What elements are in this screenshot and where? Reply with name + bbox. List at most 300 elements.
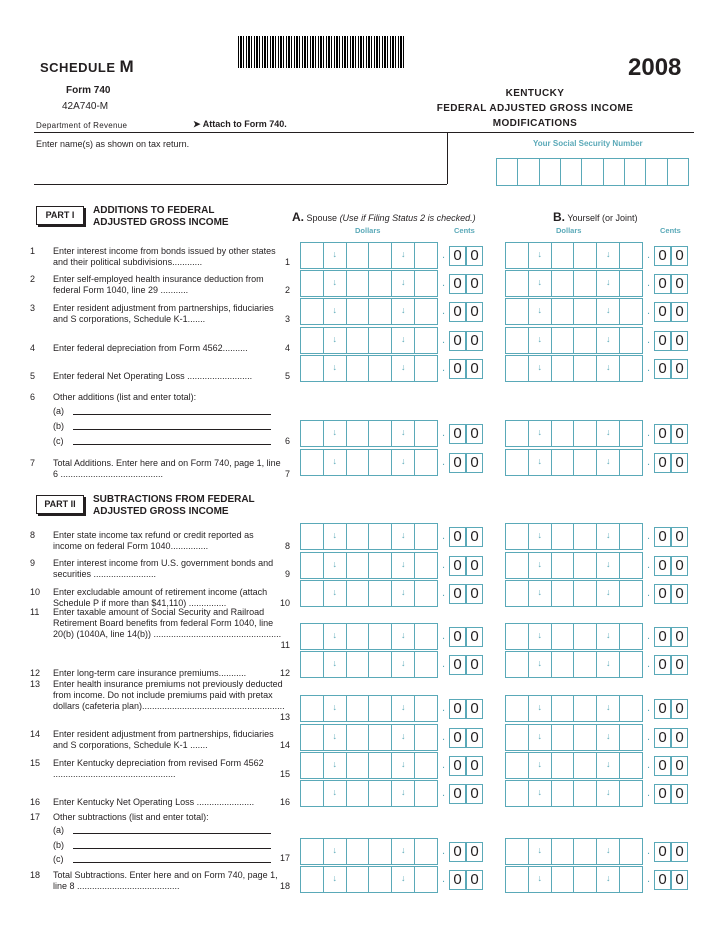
comma-marker-icon: ↓ — [605, 277, 611, 287]
line-8-a-amount[interactable] — [300, 523, 483, 550]
decimal-point: . — [647, 530, 651, 542]
comma-marker-icon: ↓ — [400, 731, 406, 741]
line-3-a-dollars-input[interactable] — [300, 298, 438, 325]
decimal-point: . — [647, 759, 651, 771]
comma-marker-icon: ↓ — [332, 277, 337, 287]
comma-marker-icon: ↓ — [605, 759, 611, 769]
line-10-b-cents-digit: 0 — [654, 584, 671, 604]
comma-marker-icon: ↓ — [400, 334, 406, 344]
line-3-b-cents-digit: 0 — [671, 302, 688, 322]
part2-title: SUBTRACTIONS FROM FEDERAL ADJUSTED GROSS INCOME — [93, 494, 255, 517]
comma-marker-icon: ↓ — [332, 530, 337, 540]
line-11-b-cents-digit: 0 — [654, 627, 671, 647]
line-14-b-cents-digit: 0 — [671, 728, 688, 748]
line-13-b-cents-digit: 0 — [654, 699, 671, 719]
line-9-b-dollars-input[interactable] — [505, 552, 643, 579]
comma-marker-icon: ↓ — [605, 305, 611, 315]
barcode-image — [238, 36, 406, 68]
decimal-point: . — [442, 587, 446, 599]
line-4-b-dollars-input[interactable] — [505, 327, 643, 354]
comma-marker-icon: ↓ — [605, 630, 611, 640]
line-11-b-amount[interactable] — [505, 623, 688, 650]
column-b-header: B. Yourself (or Joint) — [553, 210, 638, 224]
name-rule — [34, 184, 447, 185]
col-a-dollars: Dollars — [355, 226, 381, 235]
comma-marker-icon: ↓ — [332, 427, 337, 437]
line-5-b-cents-digit: 0 — [671, 359, 688, 379]
line-5-a-amount[interactable] — [300, 355, 483, 382]
line-1-a-cents-digit: 0 — [466, 246, 483, 266]
line-14-b-cents-digit: 0 — [654, 728, 671, 748]
line-14-a-dollars-input[interactable] — [300, 724, 438, 751]
comma-marker-icon: ↓ — [537, 630, 542, 640]
line-3-b-cents-digit: 0 — [654, 302, 671, 322]
line-16-a-amount[interactable] — [300, 780, 483, 807]
line-4-a-amount[interactable] — [300, 327, 483, 354]
line-8-b-cents-digit: 0 — [671, 527, 688, 547]
line-17-b-dollars-input[interactable] — [505, 838, 643, 865]
decimal-point: . — [647, 658, 651, 670]
decimal-point: . — [647, 630, 651, 642]
comma-marker-icon: ↓ — [605, 530, 611, 540]
title-line-3: MODIFICATIONS — [492, 118, 578, 129]
form-number: Form 740 — [66, 85, 111, 96]
decimal-point: . — [647, 559, 651, 571]
line-17-b-cents-digit: 0 — [654, 842, 671, 862]
line-13-a-amount[interactable] — [300, 695, 483, 722]
line-7-b-cents-digit: 0 — [671, 453, 688, 473]
line-17-b-amount[interactable] — [505, 838, 688, 865]
decimal-point: . — [442, 362, 446, 374]
line-17a-label: (a) — [53, 825, 64, 835]
line-13: 13 Enter health insurance premiums not previously deducted from income. Do not include premiums paid with pretax dollars (cafeteria plan)......................................................... 13 — [30, 679, 290, 722]
line-12-b-cents-digit: 0 — [671, 655, 688, 675]
line-7-b-amount[interactable] — [505, 449, 688, 476]
line-2-a-cents-digit: 0 — [466, 274, 483, 294]
line-16-a-cents-digit: 0 — [449, 784, 466, 804]
line-6a-label: (a) — [53, 406, 64, 416]
comma-marker-icon: ↓ — [537, 787, 542, 797]
line-18-b-amount[interactable] — [505, 866, 688, 893]
line-18-a-amount[interactable] — [300, 866, 483, 893]
decimal-point: . — [647, 845, 651, 857]
comma-marker-icon: ↓ — [605, 587, 611, 597]
comma-marker-icon: ↓ — [537, 362, 542, 372]
line-2-a-amount[interactable] — [300, 270, 483, 297]
comma-marker-icon: ↓ — [537, 249, 542, 259]
line-10-a-cents-digit: 0 — [466, 584, 483, 604]
line-4-a-cents-digit: 0 — [449, 331, 466, 351]
line-6-a-dollars-input[interactable] — [300, 420, 438, 447]
line-5-b-cents-digit: 0 — [654, 359, 671, 379]
line-7-b-dollars-input[interactable] — [505, 449, 643, 476]
decimal-point: . — [442, 845, 446, 857]
line-12-a-cents-digit: 0 — [449, 655, 466, 675]
decimal-point: . — [647, 427, 651, 439]
line-17b-input[interactable] — [73, 848, 271, 849]
department: Department of Revenue — [36, 121, 128, 130]
line-1: 1 Enter interest income from bonds issued by other states and their political subdivisions............ 1 — [30, 246, 290, 267]
line-4-b-amount[interactable] — [505, 327, 688, 354]
comma-marker-icon: ↓ — [605, 559, 611, 569]
line-1-b-dollars-input[interactable] — [505, 242, 643, 269]
decimal-point: . — [442, 873, 446, 885]
comma-marker-icon: ↓ — [537, 759, 542, 769]
attach-note: ➤ Attach to Form 740. — [193, 119, 287, 129]
comma-marker-icon: ↓ — [537, 427, 542, 437]
comma-marker-icon: ↓ — [400, 658, 406, 668]
decimal-point: . — [647, 587, 651, 599]
decimal-point: . — [442, 277, 446, 289]
line-11: 11 Enter taxable amount of Social Security and Railroad Retirement Board benefits from federal Form 1040, line 20(b) (1040A, line 14(b)) ................................................... 11 — [30, 607, 290, 650]
line-5-b-dollars-input[interactable] — [505, 355, 643, 382]
comma-marker-icon: ↓ — [332, 249, 337, 259]
line-8-a-cents-digit: 0 — [449, 527, 466, 547]
comma-marker-icon: ↓ — [332, 658, 337, 668]
line-6b-input[interactable] — [73, 429, 271, 430]
line-18-a-cents-digit: 0 — [466, 870, 483, 890]
title-line-1: KENTUCKY — [505, 88, 565, 99]
line-1-a-dollars-input[interactable] — [300, 242, 438, 269]
comma-marker-icon: ↓ — [332, 731, 337, 741]
decimal-point: . — [442, 334, 446, 346]
line-9-b-amount[interactable] — [505, 552, 688, 579]
line-10-a-amount[interactable] — [300, 580, 483, 607]
line-13-b-cents-digit: 0 — [671, 699, 688, 719]
name-label: Enter name(s) as shown on tax return. — [36, 139, 190, 149]
comma-marker-icon: ↓ — [332, 702, 337, 712]
comma-marker-icon: ↓ — [537, 530, 542, 540]
column-a-header: A. Spouse (Use if Filing Status 2 is checked.) — [292, 210, 476, 224]
comma-marker-icon: ↓ — [400, 277, 406, 287]
line-2-b-cents-digit: 0 — [671, 274, 688, 294]
line-4-b-cents-digit: 0 — [671, 331, 688, 351]
line-3-a-cents-digit: 0 — [466, 302, 483, 322]
line-12-a-dollars-input[interactable] — [300, 651, 438, 678]
comma-marker-icon: ↓ — [332, 587, 337, 597]
line-18-b-dollars-input[interactable] — [505, 866, 643, 893]
line-14-a-cents-digit: 0 — [449, 728, 466, 748]
line-10-b-dollars-input[interactable] — [505, 580, 643, 607]
line-7-b-cents-digit: 0 — [654, 453, 671, 473]
line-18-b-cents-digit: 0 — [671, 870, 688, 890]
line-11-a-amount[interactable] — [300, 623, 483, 650]
line-10-b-amount[interactable] — [505, 580, 688, 607]
comma-marker-icon: ↓ — [400, 702, 406, 712]
line-8: 8 Enter state income tax refund or credit reported as income on federal Form 1040............... 8 — [30, 530, 290, 551]
part1-box: PART I — [36, 206, 84, 225]
decimal-point: . — [442, 759, 446, 771]
line-8-a-cents-digit: 0 — [466, 527, 483, 547]
comma-marker-icon: ↓ — [605, 873, 611, 883]
line-17a-input[interactable] — [73, 833, 271, 834]
line-14-b-amount[interactable] — [505, 724, 688, 751]
line-13-b-dollars-input[interactable] — [505, 695, 643, 722]
line-9-a-dollars-input[interactable] — [300, 552, 438, 579]
line-8-b-cents-digit: 0 — [654, 527, 671, 547]
line-15-a-dollars-input[interactable] — [300, 752, 438, 779]
line-3: 3 Enter resident adjustment from partnerships, fiduciaries and S corporations, Schedule K-1....... 3 — [30, 303, 290, 324]
line-6-b-cents-digit: 0 — [671, 424, 688, 444]
decimal-point: . — [647, 334, 651, 346]
line-16-b-cents-digit: 0 — [654, 784, 671, 804]
col-b-dollars: Dollars — [556, 226, 582, 235]
decimal-point: . — [647, 873, 651, 885]
line-5-a-dollars-input[interactable] — [300, 355, 438, 382]
decimal-point: . — [442, 731, 446, 743]
header-rule — [34, 132, 694, 133]
line-10-a-dollars-input[interactable] — [300, 580, 438, 607]
line-7-a-cents-digit: 0 — [449, 453, 466, 473]
line-4-a-cents-digit: 0 — [466, 331, 483, 351]
line-11-a-dollars-input[interactable] — [300, 623, 438, 650]
decimal-point: . — [647, 456, 651, 468]
line-2-b-dollars-input[interactable] — [505, 270, 643, 297]
line-16-b-dollars-input[interactable] — [505, 780, 643, 807]
line-14-a-cents-digit: 0 — [466, 728, 483, 748]
part1-title: ADDITIONS TO FEDERAL ADJUSTED GROSS INCOME — [93, 205, 229, 228]
decimal-point: . — [442, 427, 446, 439]
comma-marker-icon: ↓ — [400, 845, 406, 855]
line-1-a-cents-digit: 0 — [449, 246, 466, 266]
comma-marker-icon: ↓ — [400, 873, 406, 883]
line-7-a-dollars-input[interactable] — [300, 449, 438, 476]
line-2-a-dollars-input[interactable] — [300, 270, 438, 297]
col-a-cents: Cents — [454, 226, 475, 235]
line-15-b-amount[interactable] — [505, 752, 688, 779]
line-17-a-amount[interactable] — [300, 838, 483, 865]
comma-marker-icon: ↓ — [537, 731, 542, 741]
line-15-b-dollars-input[interactable] — [505, 752, 643, 779]
line-13-a-cents-digit: 0 — [449, 699, 466, 719]
comma-marker-icon: ↓ — [537, 587, 542, 597]
comma-marker-icon: ↓ — [400, 305, 406, 315]
line-15-b-cents-digit: 0 — [671, 756, 688, 776]
line-17c-input[interactable] — [73, 862, 271, 863]
comma-marker-icon: ↓ — [332, 456, 337, 466]
line-16-a-dollars-input[interactable] — [300, 780, 438, 807]
comma-marker-icon: ↓ — [400, 587, 406, 597]
line-3-b-amount[interactable] — [505, 298, 688, 325]
line-15: 15 Enter Kentucky depreciation from revised Form 4562 ................................................. 15 — [30, 758, 290, 779]
col-b-cents: Cents — [660, 226, 681, 235]
decimal-point: . — [442, 702, 446, 714]
comma-marker-icon: ↓ — [332, 362, 337, 372]
line-10-a-cents-digit: 0 — [449, 584, 466, 604]
decimal-point: . — [647, 362, 651, 374]
comma-marker-icon: ↓ — [332, 559, 337, 569]
name-divider — [447, 132, 448, 184]
line-6-a-cents-digit: 0 — [449, 424, 466, 444]
line-8-b-amount[interactable] — [505, 523, 688, 550]
comma-marker-icon: ↓ — [400, 787, 406, 797]
line-2-a-cents-digit: 0 — [449, 274, 466, 294]
line-3-a-amount[interactable] — [300, 298, 483, 325]
comma-marker-icon: ↓ — [332, 787, 337, 797]
comma-marker-icon: ↓ — [400, 362, 406, 372]
line-17-b-cents-digit: 0 — [671, 842, 688, 862]
line-8-b-dollars-input[interactable] — [505, 523, 643, 550]
line-6b-label: (b) — [53, 421, 64, 431]
comma-marker-icon: ↓ — [605, 702, 611, 712]
line-7-a-cents-digit: 0 — [466, 453, 483, 473]
line-17-a-cents-digit: 0 — [449, 842, 466, 862]
line-6c-input[interactable] — [73, 444, 271, 445]
line-16-b-cents-digit: 0 — [671, 784, 688, 804]
comma-marker-icon: ↓ — [400, 759, 406, 769]
line-16-b-amount[interactable] — [505, 780, 688, 807]
comma-marker-icon: ↓ — [605, 658, 611, 668]
comma-marker-icon: ↓ — [400, 249, 406, 259]
comma-marker-icon: ↓ — [605, 787, 611, 797]
comma-marker-icon: ↓ — [400, 530, 406, 540]
line-6c-label: (c) — [53, 436, 64, 446]
line-11-b-dollars-input[interactable] — [505, 623, 643, 650]
line-15-a-cents-digit: 0 — [466, 756, 483, 776]
line-9-b-cents-digit: 0 — [654, 556, 671, 576]
line-5-a-cents-digit: 0 — [449, 359, 466, 379]
comma-marker-icon: ↓ — [605, 456, 611, 466]
line-13-b-amount[interactable] — [505, 695, 688, 722]
line-1-a-amount[interactable] — [300, 242, 483, 269]
line-12-a-cents-digit: 0 — [466, 655, 483, 675]
line-6-b-cents-digit: 0 — [654, 424, 671, 444]
line-18-b-cents-digit: 0 — [654, 870, 671, 890]
comma-marker-icon: ↓ — [332, 630, 337, 640]
comma-marker-icon: ↓ — [605, 845, 611, 855]
part2-box: PART II — [36, 495, 84, 514]
schedule-letter: M — [119, 57, 135, 76]
decimal-point: . — [442, 787, 446, 799]
comma-marker-icon: ↓ — [605, 249, 611, 259]
line-6-b-dollars-input[interactable] — [505, 420, 643, 447]
decimal-point: . — [442, 530, 446, 542]
line-10: 10 Enter excludable amount of retirement income (attach Schedule P if more than $41,110) ............... 10 — [30, 587, 290, 608]
decimal-point: . — [647, 277, 651, 289]
comma-marker-icon: ↓ — [332, 759, 337, 769]
decimal-point: . — [442, 658, 446, 670]
comma-marker-icon: ↓ — [332, 334, 337, 344]
line-9-a-amount[interactable] — [300, 552, 483, 579]
decimal-point: . — [442, 630, 446, 642]
comma-marker-icon: ↓ — [537, 334, 542, 344]
comma-marker-icon: ↓ — [605, 731, 611, 741]
line-2: 2 Enter self-employed health insurance deduction from federal Form 1040, line 29 ........... 2 — [30, 274, 290, 295]
decimal-point: . — [647, 702, 651, 714]
ssn-input[interactable] — [496, 158, 689, 186]
comma-marker-icon: ↓ — [537, 845, 542, 855]
comma-marker-icon: ↓ — [605, 334, 611, 344]
line-11-a-cents-digit: 0 — [466, 627, 483, 647]
line-9: 9 Enter interest income from U.S. government bonds and securities ......................... 9 — [30, 558, 290, 579]
decimal-point: . — [442, 559, 446, 571]
line-11-a-cents-digit: 0 — [449, 627, 466, 647]
line-6a-input[interactable] — [73, 414, 271, 415]
line-1-b-cents-digit: 0 — [654, 246, 671, 266]
line-10-b-cents-digit: 0 — [671, 584, 688, 604]
line-2-b-cents-digit: 0 — [654, 274, 671, 294]
line-9-b-cents-digit: 0 — [671, 556, 688, 576]
line-14-b-dollars-input[interactable] — [505, 724, 643, 751]
line-18: 18 Total Subtractions. Enter here and on Form 740, page 1, line 8 ......................................... 18 — [30, 870, 290, 891]
line-9-a-cents-digit: 0 — [466, 556, 483, 576]
line-17-a-dollars-input[interactable] — [300, 838, 438, 865]
line-12-b-dollars-input[interactable] — [505, 651, 643, 678]
line-5-a-cents-digit: 0 — [466, 359, 483, 379]
comma-marker-icon: ↓ — [605, 362, 611, 372]
comma-marker-icon: ↓ — [537, 658, 542, 668]
decimal-point: . — [647, 731, 651, 743]
comma-marker-icon: ↓ — [537, 456, 542, 466]
schedule-label: SCHEDULE M — [40, 57, 135, 76]
comma-marker-icon: ↓ — [537, 873, 542, 883]
line-3-b-dollars-input[interactable] — [505, 298, 643, 325]
comma-marker-icon: ↓ — [605, 427, 611, 437]
line-2-b-amount[interactable] — [505, 270, 688, 297]
comma-marker-icon: ↓ — [400, 630, 406, 640]
comma-marker-icon: ↓ — [400, 456, 406, 466]
line-15-a-amount[interactable] — [300, 752, 483, 779]
line-9-a-cents-digit: 0 — [449, 556, 466, 576]
comma-marker-icon: ↓ — [537, 559, 542, 569]
comma-marker-icon: ↓ — [400, 427, 406, 437]
line-12-b-cents-digit: 0 — [654, 655, 671, 675]
line-16-a-cents-digit: 0 — [466, 784, 483, 804]
line-12-a-amount[interactable] — [300, 651, 483, 678]
line-1-b-cents-digit: 0 — [671, 246, 688, 266]
line-3-a-cents-digit: 0 — [449, 302, 466, 322]
line-6-a-amount[interactable] — [300, 420, 483, 447]
line-4-a-dollars-input[interactable] — [300, 327, 438, 354]
decimal-point: . — [442, 456, 446, 468]
decimal-point: . — [647, 787, 651, 799]
line-13-a-dollars-input[interactable] — [300, 695, 438, 722]
line-17c-label: (c) — [53, 854, 64, 864]
line-8-a-dollars-input[interactable] — [300, 523, 438, 550]
comma-marker-icon: ↓ — [537, 277, 542, 287]
comma-marker-icon: ↓ — [332, 873, 337, 883]
form-code: 42A740-M — [62, 101, 109, 112]
comma-marker-icon: ↓ — [400, 559, 406, 569]
decimal-point: . — [647, 305, 651, 317]
line-14: 14 Enter resident adjustment from partnerships, fiduciaries and S corporations, Schedule K-1 ....... 14 — [30, 729, 290, 750]
decimal-point: . — [442, 305, 446, 317]
line-17b-label: (b) — [53, 840, 64, 850]
comma-marker-icon: ↓ — [332, 845, 337, 855]
line-14-a-amount[interactable] — [300, 724, 483, 751]
line-18-a-dollars-input[interactable] — [300, 866, 438, 893]
line-6-a-cents-digit: 0 — [466, 424, 483, 444]
line-12-b-amount[interactable] — [505, 651, 688, 678]
line-7-a-amount[interactable] — [300, 449, 483, 476]
decimal-point: . — [442, 249, 446, 261]
comma-marker-icon: ↓ — [537, 702, 542, 712]
line-4-b-cents-digit: 0 — [654, 331, 671, 351]
line-18-a-cents-digit: 0 — [449, 870, 466, 890]
tax-year: 2008 — [628, 54, 682, 81]
line-11-b-cents-digit: 0 — [671, 627, 688, 647]
line-15-a-cents-digit: 0 — [449, 756, 466, 776]
line-17-a-cents-digit: 0 — [466, 842, 483, 862]
line-6-b-amount[interactable] — [505, 420, 688, 447]
ssn-label: Your Social Security Number — [533, 139, 643, 148]
line-15-b-cents-digit: 0 — [654, 756, 671, 776]
line-5-b-amount[interactable] — [505, 355, 688, 382]
decimal-point: . — [647, 249, 651, 261]
line-1-b-amount[interactable] — [505, 242, 688, 269]
comma-marker-icon: ↓ — [332, 305, 337, 315]
line-7: 7 Total Additions. Enter here and on Form 740, page 1, line 6 ......................................... 7 — [30, 458, 290, 479]
